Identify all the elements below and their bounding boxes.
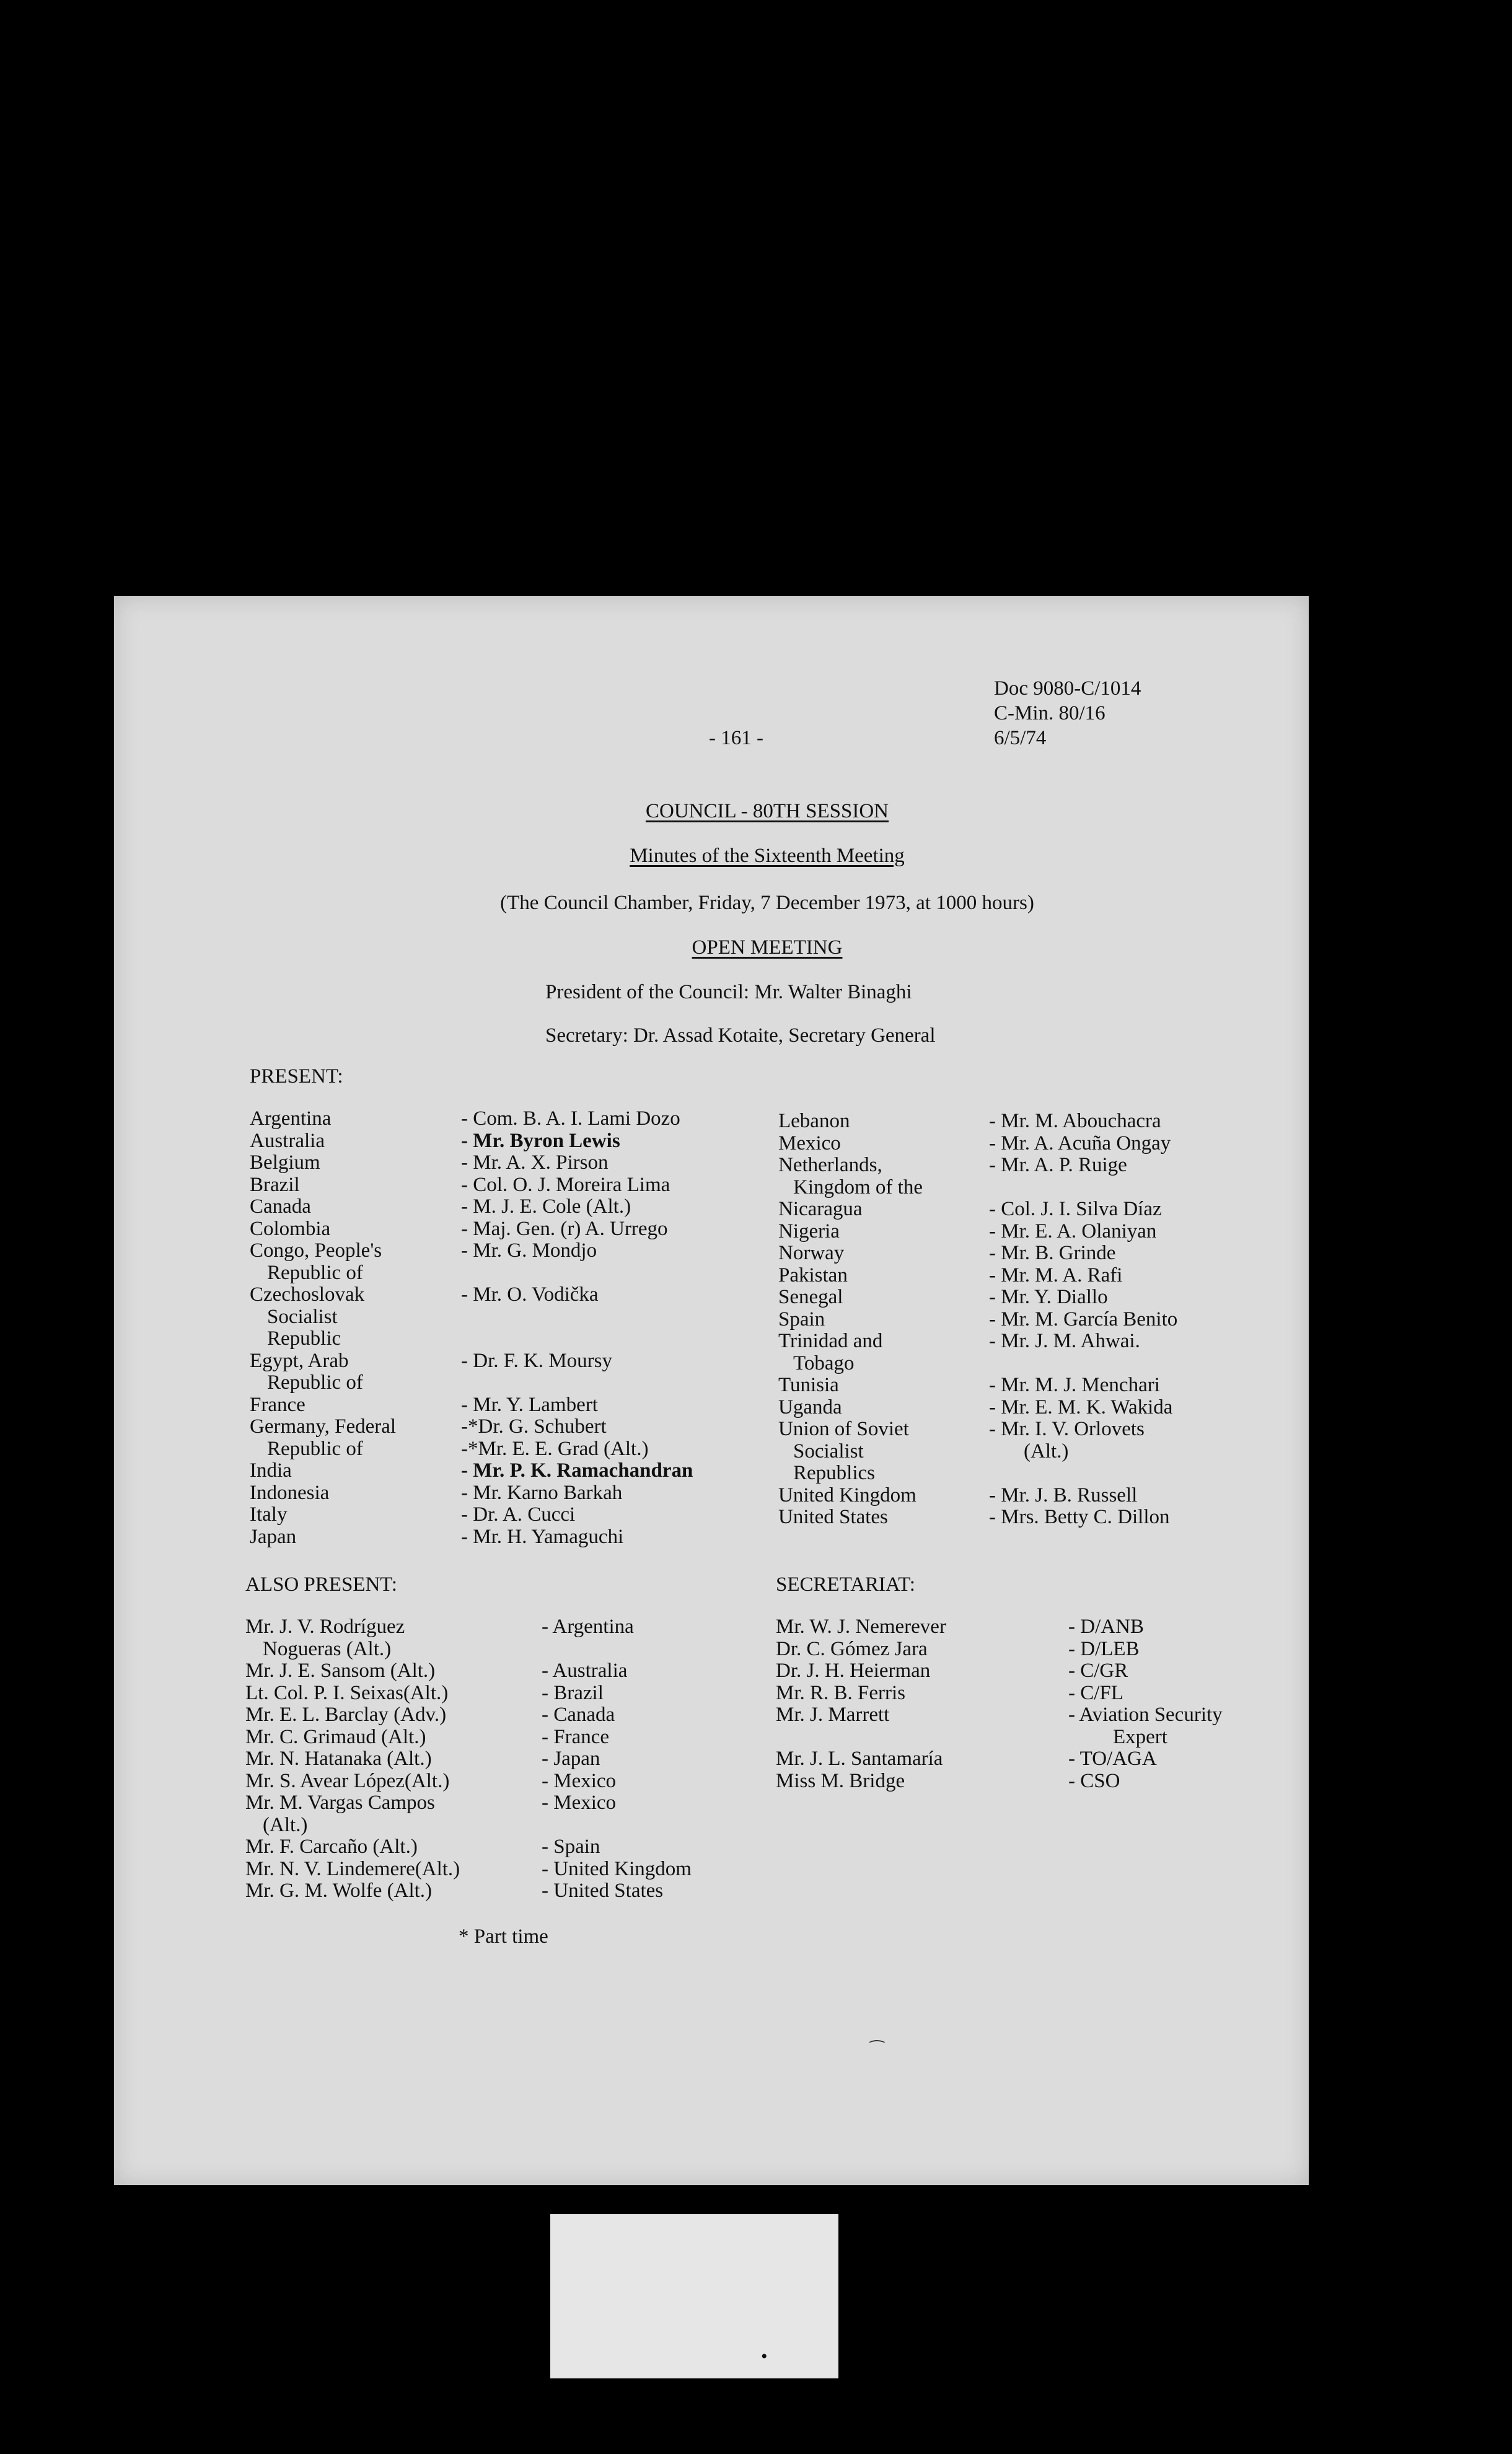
present-heading: PRESENT: bbox=[250, 1065, 343, 1088]
attendee-country: - United Kingdom bbox=[542, 1857, 692, 1880]
representative bbox=[461, 1328, 693, 1350]
country-name: Nicaragua bbox=[778, 1198, 863, 1220]
staff-role: - TO/AGA bbox=[1068, 1748, 1157, 1770]
attendee-country: - France bbox=[542, 1725, 610, 1748]
attendee-name: Mr. J. V. Rodríguez bbox=[245, 1616, 405, 1638]
country-name: Republic bbox=[267, 1327, 341, 1350]
representative bbox=[989, 1462, 1177, 1485]
representative: - Mr. M. J. Menchari bbox=[989, 1374, 1160, 1396]
staff-name: Miss M. Bridge bbox=[776, 1769, 905, 1792]
representative bbox=[461, 1306, 693, 1329]
country-name: Kingdom of the bbox=[793, 1176, 923, 1198]
representative: (Alt.) bbox=[1024, 1440, 1069, 1462]
attendee-country: - Argentina bbox=[542, 1616, 634, 1638]
representative bbox=[989, 1177, 1177, 1199]
country-name: Uganda bbox=[778, 1396, 842, 1418]
attendee-country: - Japan bbox=[542, 1748, 600, 1770]
session-title: COUNCIL - 80TH SESSION bbox=[645, 800, 889, 822]
staff-name bbox=[776, 1726, 946, 1749]
doc-number: Doc 9080-C/1014 bbox=[994, 677, 1141, 700]
attendee-name: Mr. E. L. Barclay (Adv.) bbox=[245, 1704, 447, 1726]
present-right-countries bbox=[778, 1110, 923, 1529]
representative: - Mr. I. V. Orlovets bbox=[989, 1418, 1145, 1440]
country-name: Brazil bbox=[250, 1173, 300, 1196]
representative: - Mr. Y. Diallo bbox=[989, 1286, 1108, 1308]
country-name: Indonesia bbox=[250, 1481, 330, 1504]
minutes-reference: C-Min. 80/16 bbox=[994, 702, 1105, 724]
country-name: Lebanon bbox=[778, 1110, 850, 1132]
also-present-heading: ALSO PRESENT: bbox=[245, 1573, 397, 1596]
attendee-name: Mr. N. Hatanaka (Alt.) bbox=[245, 1748, 432, 1770]
attendee-country: - Canada bbox=[542, 1704, 615, 1726]
representative: - Mrs. Betty C. Dillon bbox=[989, 1506, 1170, 1528]
representative: - Mr. G. Mondjo bbox=[461, 1239, 597, 1262]
representative: - Mr. E. A. Olaniyan bbox=[989, 1220, 1157, 1242]
country-name: Netherlands, bbox=[778, 1154, 882, 1176]
representative: - Mr. J. M. Ahwai. bbox=[989, 1330, 1140, 1352]
also-present-countries bbox=[542, 1616, 692, 1902]
present-right-representatives bbox=[989, 1110, 1177, 1529]
blank-card bbox=[550, 2214, 838, 2378]
representative: - Mr. E. M. K. Wakida bbox=[989, 1396, 1173, 1418]
country-name: Canada bbox=[250, 1195, 311, 1218]
country-name: France bbox=[250, 1393, 305, 1416]
representative: - M. J. E. Cole (Alt.) bbox=[461, 1195, 631, 1218]
country-name: Italy bbox=[250, 1503, 288, 1526]
country-name: Germany, Federal bbox=[250, 1415, 397, 1438]
stray-mark: ⁀ bbox=[870, 2041, 884, 2060]
attendee-name: Mr. N. V. Lindemere(Alt.) bbox=[245, 1857, 460, 1880]
country-name: Belgium bbox=[250, 1151, 320, 1174]
country-name: Congo, People's bbox=[250, 1239, 382, 1262]
attendee-name: Mr. C. Grimaud (Alt.) bbox=[245, 1725, 426, 1748]
country-name: Tobago bbox=[793, 1352, 855, 1374]
document-date: 6/5/74 bbox=[994, 727, 1047, 749]
representative: - Mr. M. A. Rafi bbox=[989, 1264, 1123, 1286]
representative: - Mr. Y. Lambert bbox=[461, 1393, 598, 1416]
representative: - Dr. A. Cucci bbox=[461, 1503, 576, 1526]
staff-name: Mr. J. Marrett bbox=[776, 1704, 890, 1726]
country-name: Czechoslovak bbox=[250, 1283, 365, 1306]
representative: - Col. O. J. Moreira Lima bbox=[461, 1173, 670, 1196]
representative: - Mr. M. García Benito bbox=[989, 1308, 1178, 1330]
country-name: Republic of bbox=[267, 1437, 363, 1460]
representative: - Mr. A. X. Pirson bbox=[461, 1151, 609, 1174]
attendee-country bbox=[542, 1814, 692, 1837]
country-name: Australia bbox=[250, 1129, 325, 1152]
representative: - Maj. Gen. (r) A. Urrego bbox=[461, 1217, 668, 1240]
representative: - Mr. A. Acuña Ongay bbox=[989, 1132, 1171, 1154]
attendee-country: - Brazil bbox=[542, 1681, 604, 1704]
staff-name: Dr. C. Gómez Jara bbox=[776, 1637, 928, 1660]
country-name: Union of Soviet bbox=[778, 1418, 909, 1440]
meeting-place-time: (The Council Chamber, Friday, 7 December 1973, at 1000 hours) bbox=[500, 892, 1034, 914]
secretariat-names bbox=[776, 1616, 946, 1792]
country-name: United Kingdom bbox=[778, 1484, 916, 1506]
country-name: Mexico bbox=[778, 1132, 841, 1154]
attendee-name: Mr. F. Carcaño (Alt.) bbox=[245, 1836, 418, 1858]
attendee-name: Lt. Col. P. I. Seixas(Alt.) bbox=[245, 1681, 449, 1704]
country-name: Tunisia bbox=[778, 1374, 839, 1396]
attendee-name: Nogueras (Alt.) bbox=[263, 1637, 392, 1660]
attendee-country: - United States bbox=[542, 1880, 664, 1902]
attendee-country: - Mexico bbox=[542, 1792, 617, 1814]
staff-name: Dr. J. H. Heierman bbox=[776, 1660, 931, 1682]
staff-role: - C/FL bbox=[1068, 1681, 1123, 1704]
staff-name: Mr. J. L. Santamaría bbox=[776, 1748, 943, 1770]
representative bbox=[461, 1372, 693, 1394]
attendee-country bbox=[542, 1638, 692, 1661]
country-name: United States bbox=[778, 1506, 888, 1528]
country-name: Trinidad and bbox=[778, 1330, 883, 1352]
country-name: Japan bbox=[250, 1525, 297, 1548]
page-number: - 161 - bbox=[709, 727, 763, 749]
staff-role: - D/LEB bbox=[1068, 1637, 1140, 1660]
country-name: Senegal bbox=[778, 1286, 843, 1308]
also-present-names bbox=[245, 1616, 460, 1902]
representative: - Com. B. A. I. Lami Dozo bbox=[461, 1107, 680, 1130]
representative: - Mr. H. Yamaguchi bbox=[461, 1525, 624, 1548]
representative: - Dr. F. K. Moursy bbox=[461, 1349, 612, 1372]
country-name: Pakistan bbox=[778, 1264, 848, 1286]
attendee-name: Mr. M. Vargas Campos bbox=[245, 1792, 435, 1814]
attendee-name: Mr. J. E. Sansom (Alt.) bbox=[245, 1660, 436, 1682]
country-name: Republic of bbox=[267, 1371, 363, 1394]
representative bbox=[989, 1353, 1177, 1375]
present-left-countries bbox=[250, 1108, 396, 1548]
secretariat-heading: SECRETARIAT: bbox=[776, 1573, 915, 1596]
staff-name: Mr. W. J. Nemerever bbox=[776, 1616, 946, 1638]
footnote: * Part time bbox=[459, 1925, 548, 1948]
representative: -*Dr. G. Schubert bbox=[461, 1415, 607, 1438]
staff-name: Mr. R. B. Ferris bbox=[776, 1681, 906, 1704]
staff-role: - C/GR bbox=[1068, 1660, 1128, 1682]
representative: - Mr. J. B. Russell bbox=[989, 1484, 1138, 1506]
secretary: Secretary: Dr. Assad Kotaite, Secretary General bbox=[545, 1024, 936, 1047]
representative: - Mr. Karno Barkah bbox=[461, 1481, 623, 1504]
country-name: India bbox=[250, 1459, 292, 1482]
representative: - Mr. M. Abouchacra bbox=[989, 1110, 1161, 1132]
staff-role: - D/ANB bbox=[1068, 1616, 1144, 1638]
representative: - Mr. A. P. Ruige bbox=[989, 1154, 1127, 1176]
attendee-name: (Alt.) bbox=[263, 1813, 308, 1836]
country-name: Argentina bbox=[250, 1107, 332, 1130]
present-left-representatives bbox=[461, 1108, 693, 1548]
country-name: Nigeria bbox=[778, 1220, 840, 1242]
representative: - Mr. P. K. Ramachandran bbox=[461, 1459, 693, 1482]
country-name: Egypt, Arab bbox=[250, 1349, 349, 1372]
representative: - Mr. B. Grinde bbox=[989, 1242, 1116, 1264]
country-name: Spain bbox=[778, 1308, 825, 1330]
country-name: Republic of bbox=[267, 1261, 363, 1284]
country-name: Republics bbox=[793, 1462, 875, 1484]
representative bbox=[461, 1262, 693, 1285]
attendee-name: Mr. S. Avear López(Alt.) bbox=[245, 1769, 450, 1792]
staff-role: Expert bbox=[1113, 1725, 1167, 1748]
meeting-type: OPEN MEETING bbox=[692, 936, 843, 959]
attendee-country: - Australia bbox=[542, 1660, 628, 1682]
minutes-title: Minutes of the Sixteenth Meeting bbox=[630, 845, 905, 867]
secretariat-roles bbox=[1068, 1616, 1223, 1792]
staff-role: - CSO bbox=[1068, 1769, 1120, 1792]
staff-role: - Aviation Security bbox=[1068, 1704, 1223, 1726]
attendee-country: - Spain bbox=[542, 1836, 600, 1858]
card-mark: • bbox=[761, 2346, 768, 2367]
council-president: President of the Council: Mr. Walter Binaghi bbox=[545, 981, 912, 1003]
representative: - Mr. O. Vodička bbox=[461, 1283, 599, 1306]
country-name: Colombia bbox=[250, 1217, 331, 1240]
representative: -*Mr. E. E. Grad (Alt.) bbox=[461, 1437, 649, 1460]
country-name: Norway bbox=[778, 1242, 845, 1264]
country-name: Socialist bbox=[267, 1305, 338, 1328]
country-name: Socialist bbox=[793, 1440, 864, 1462]
representative: - Mr. Byron Lewis bbox=[461, 1129, 620, 1152]
document-page bbox=[114, 596, 1309, 2185]
attendee-name: Mr. G. M. Wolfe (Alt.) bbox=[245, 1880, 433, 1902]
attendee-country: - Mexico bbox=[542, 1769, 617, 1792]
representative: - Col. J. I. Silva Díaz bbox=[989, 1198, 1162, 1220]
